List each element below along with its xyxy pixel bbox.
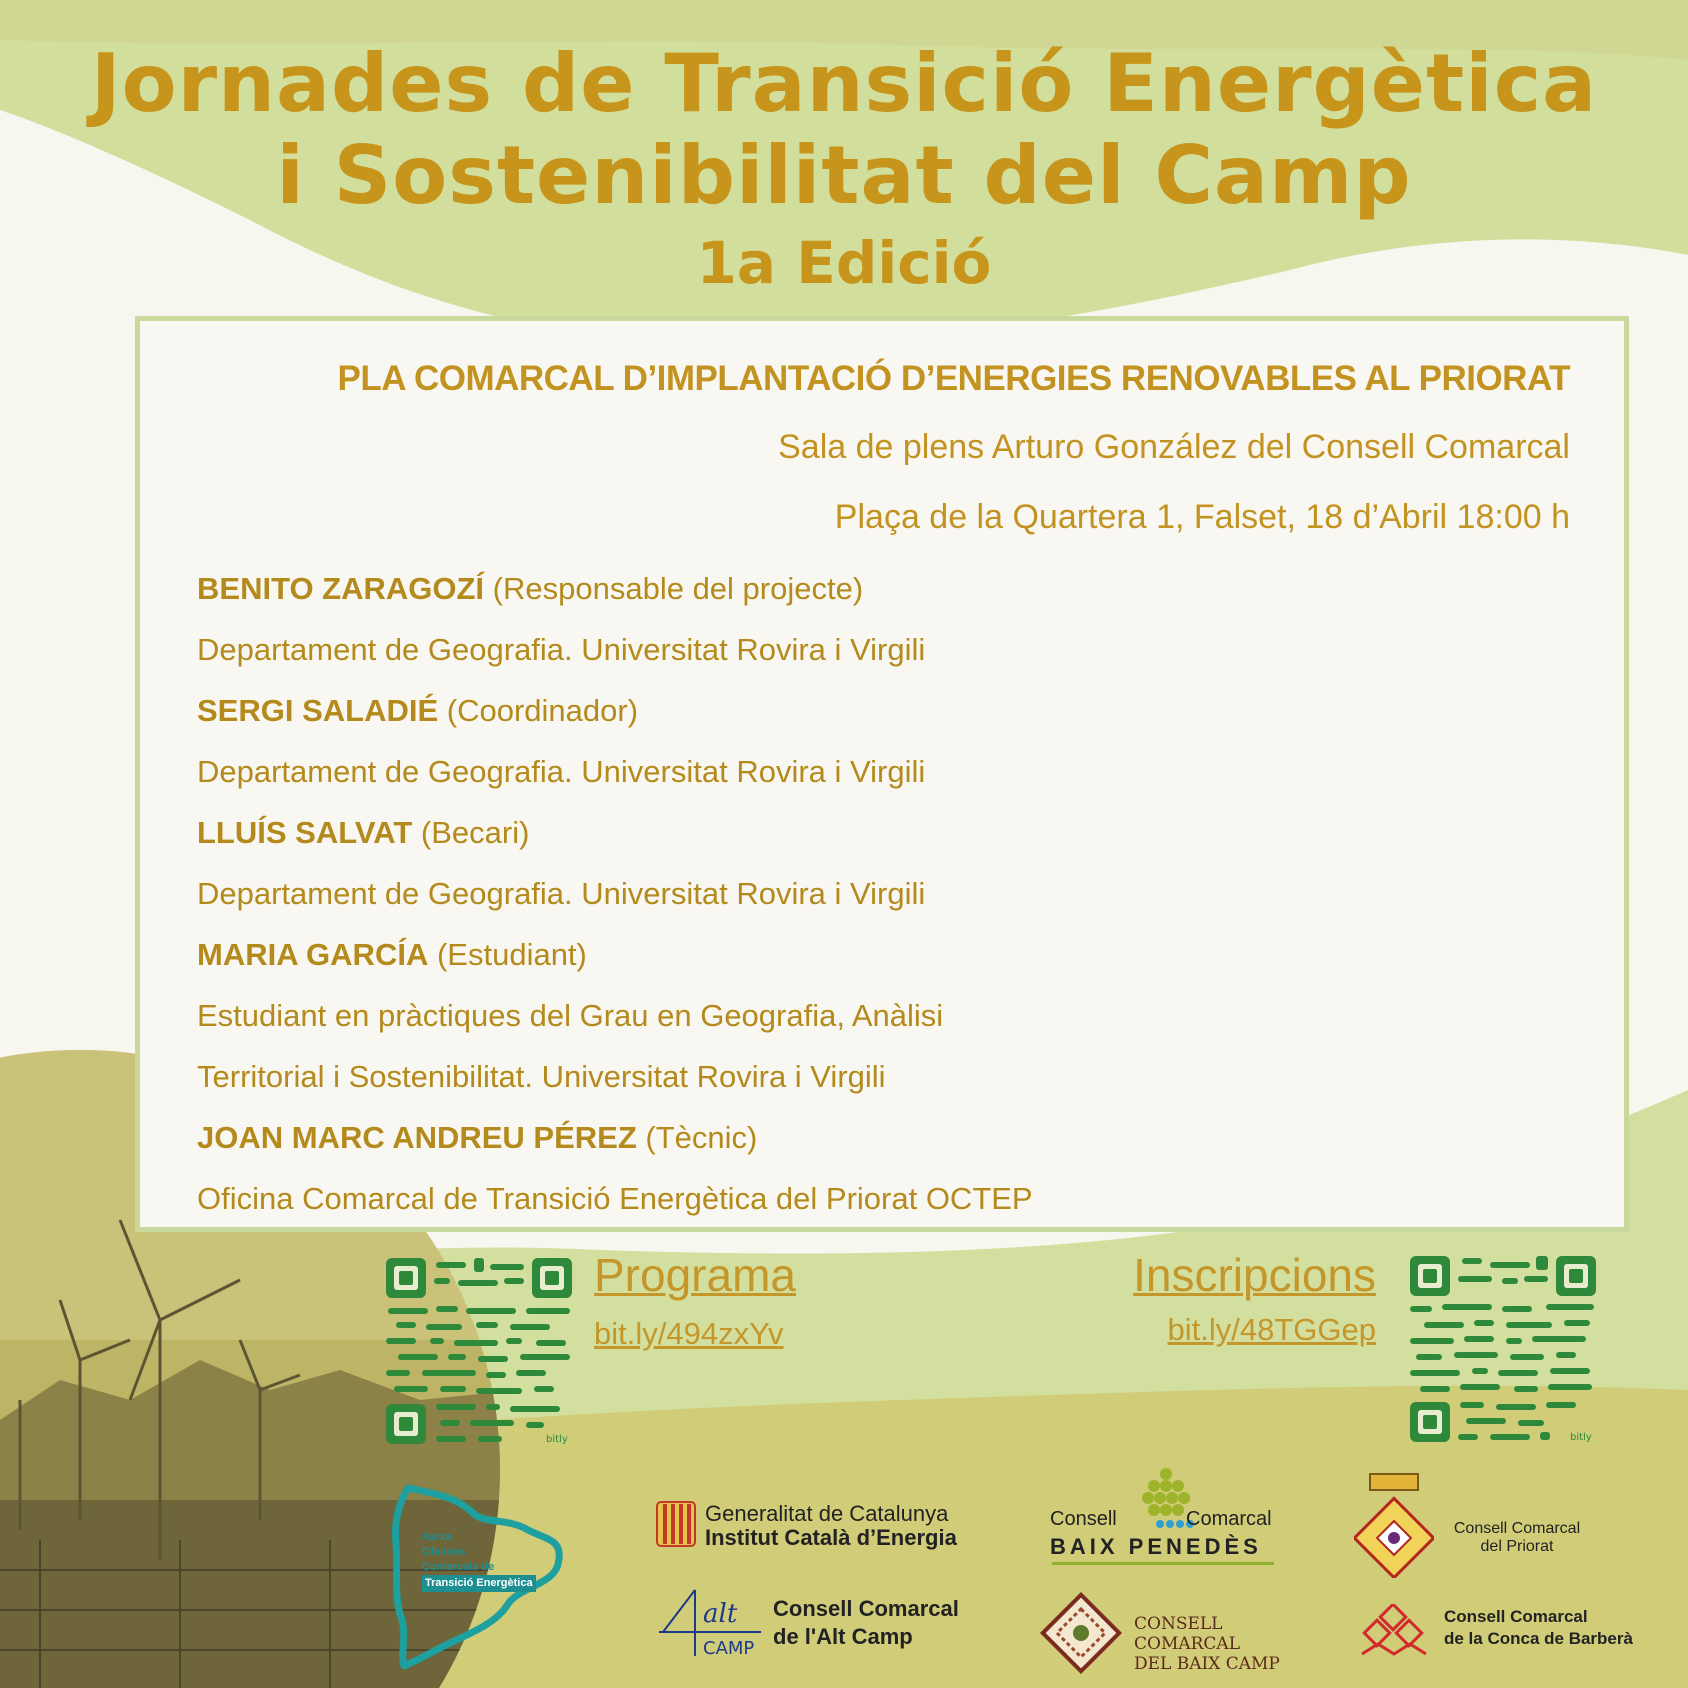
baixpenedes-left: Consell	[1050, 1508, 1117, 1530]
speaker-name: JOAN MARC ANDREU PÉREZ	[197, 1120, 637, 1155]
speaker-name-line	[197, 688, 1033, 749]
altcamp-mark-icon	[655, 1588, 765, 1658]
speaker-affiliation: Estudiant en pràctiques del Grau en Geografia, Anàlisi	[197, 998, 944, 1033]
speaker-list	[197, 566, 1033, 1237]
event-title: PLA COMARCAL D’IMPLANTACIÓ D’ENERGIES RENOVABLES AL PRIORAT	[337, 359, 1570, 398]
inscripcions-link-url[interactable]: bit.ly/48TGGep	[1167, 1312, 1376, 1347]
programa-link-title[interactable]: Programa	[594, 1249, 796, 1301]
coat-of-arms-icon	[1354, 1470, 1434, 1578]
xarxa-line-1: Xarxa	[422, 1531, 452, 1543]
header-title	[0, 38, 1688, 298]
speaker-name: SERGI SALADIÉ	[197, 693, 439, 728]
xarxa-line-4: Transició Energètica	[422, 1575, 536, 1592]
qr-caption: bitly	[1570, 1432, 1592, 1442]
baixpenedes-right: Comarcal	[1186, 1508, 1272, 1530]
xarxa-line-2: Oficines	[422, 1546, 466, 1558]
baixcamp-logo	[1036, 1588, 1316, 1678]
inscripcions-link-title[interactable]: Inscripcions	[1133, 1249, 1376, 1301]
speaker-role: (Tècnic)	[645, 1120, 758, 1155]
speaker-name-line	[197, 566, 1033, 627]
baixpenedes-logo	[1050, 1466, 1280, 1566]
gencat-flag-icon	[655, 1500, 697, 1548]
speaker-role: (Responsable del projecte)	[492, 571, 864, 606]
conca-logo	[1358, 1600, 1658, 1670]
qr-inscripcions[interactable]	[1410, 1256, 1596, 1442]
title-line-1: Jornades de Transició Energètica	[90, 37, 1598, 130]
speaker-role: (Coordinador)	[446, 693, 639, 728]
altcamp-line-2: de l'Alt Camp	[773, 1624, 913, 1649]
baixcamp-line-2: DEL BAIX CAMP	[1134, 1654, 1280, 1674]
altcamp-line-1: Consell Comarcal	[773, 1596, 959, 1621]
conca-line-2: de la Conca de Barberà	[1444, 1629, 1633, 1648]
speaker-affiliation: Oficina Comarcal de Transició Energètica del Priorat OCTEP	[197, 1181, 1033, 1216]
xarxa-line-3: Comarcals de	[422, 1561, 495, 1573]
speaker-name: MARIA GARCÍA	[197, 937, 429, 972]
qr-programa[interactable]	[386, 1258, 572, 1444]
baixpenedes-underline	[1052, 1562, 1274, 1565]
speaker-name-line	[197, 810, 1033, 871]
priorat-logo	[1354, 1470, 1594, 1580]
speaker-name: BENITO ZARAGOZÍ	[197, 571, 485, 606]
speaker-role: (Estudiant)	[436, 937, 587, 972]
gencat-logo	[655, 1500, 975, 1550]
priorat-line-2: del Priorat	[1480, 1538, 1554, 1555]
event-venue: Sala de plens Arturo González del Consell Comarcal	[778, 428, 1570, 466]
speaker-affiliation: Departament de Geografia. Universitat Rovira i Virgili	[197, 754, 926, 789]
speaker-affiliation: Territorial i Sostenibilitat. Universitat Rovira i Virgili	[197, 1059, 886, 1094]
altcamp-mark-1: alt	[703, 1599, 738, 1629]
event-panel	[135, 316, 1629, 1232]
conca-diamond-icon	[1358, 1604, 1430, 1660]
gencat-line-2: Institut Català d’Energia	[705, 1525, 957, 1550]
event-address: Plaça de la Quartera 1, Falset, 18 d’Abril 18:00 h	[834, 498, 1570, 536]
xarxa-logo	[378, 1484, 578, 1672]
baixcamp-seal-icon	[1036, 1588, 1126, 1678]
speaker-name-line	[197, 1115, 1033, 1176]
edition-label: 1a Edició	[696, 229, 992, 297]
gencat-line-1: Generalitat de Catalunya	[705, 1501, 949, 1526]
speaker-name-line	[197, 932, 1033, 993]
speaker-affiliation: Departament de Geografia. Universitat Rovira i Virgili	[197, 632, 926, 667]
altcamp-mark-2: CAMP	[703, 1638, 755, 1658]
qr-caption: bitly	[546, 1434, 568, 1444]
altcamp-logo	[655, 1588, 985, 1658]
baixpenedes-bottom: BAIX PENEDÈS	[1050, 1534, 1262, 1559]
programa-link-url[interactable]: bit.ly/494zxYv	[594, 1316, 784, 1351]
speaker-role: (Becari)	[420, 815, 530, 850]
conca-line-1: Consell Comarcal	[1444, 1607, 1588, 1626]
priorat-line-1: Consell Comarcal	[1453, 1520, 1581, 1537]
title-line-2: i Sostenibilitat del Camp	[276, 129, 1412, 222]
speaker-affiliation: Departament de Geografia. Universitat Rovira i Virgili	[197, 876, 926, 911]
event-header	[338, 357, 1570, 539]
baixcamp-line-1: CONSELL COMARCAL	[1134, 1614, 1241, 1654]
speaker-name: LLUÍS SALVAT	[197, 815, 413, 850]
